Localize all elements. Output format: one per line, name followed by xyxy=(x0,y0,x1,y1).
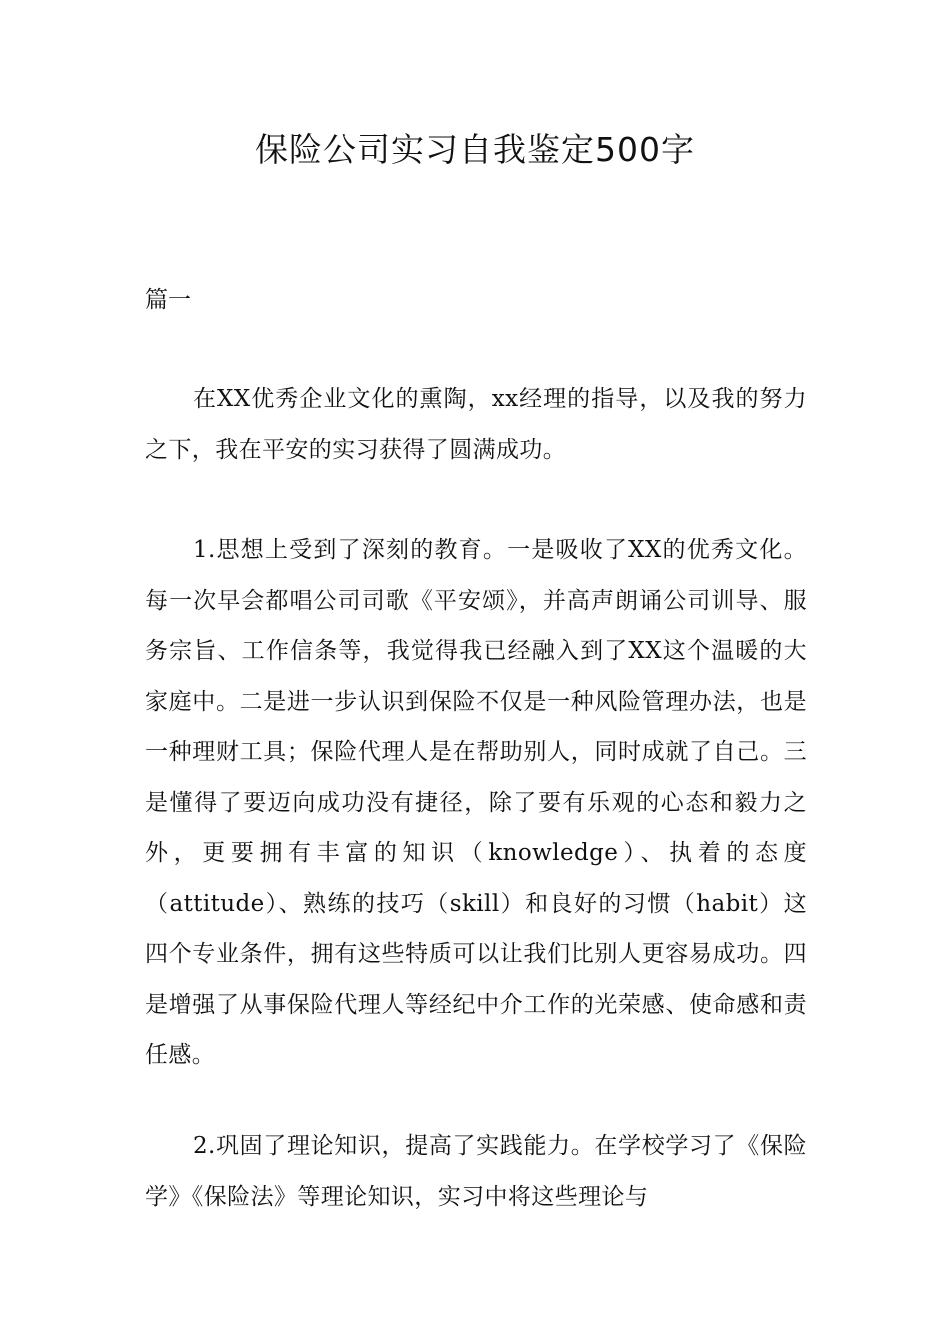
document-title: 保险公司实习自我鉴定500字 xyxy=(255,130,695,169)
paragraph-point-2: 2.巩固了理论知识，提高了实践能力。在学校学习了《保险学》《保险法》等理论知识，实习中将这些理论与 xyxy=(145,1133,807,1210)
section-label: 篇一 xyxy=(145,287,191,313)
paragraph-intro: 在XX优秀企业文化的熏陶，xx经理的指导，以及我的努力之下，我在平安的实习获得了圆满成功。 xyxy=(145,386,807,463)
paragraph-point-1: 1.思想上受到了深刻的教育。一是吸收了XX的优秀文化。每一次早会都唱公司司歌《平安颂》，并高声朗诵公司训导、服务宗旨、工作信条等，我觉得我已经融入到了XX这个温暖的大家庭中。二是进一步认识到保险不仅是一种风险管理办法，也是一种理财工具；保险代理人是在帮助别人，同时成就了自己。三是懂得了要迈向成功没有捷径，除了要有乐观的心态和毅力之外，更要拥有丰富的知识（knowledge）、执着的态度（attitude）、熟练的技巧（skill）和良好的习惯（habit）这四个专业条件，拥有这些特质可以让我们比别人更容易成功。四是增强了从事保险代理人等经纪中介工作的光荣感、使命感和责任感。 xyxy=(145,537,807,1068)
